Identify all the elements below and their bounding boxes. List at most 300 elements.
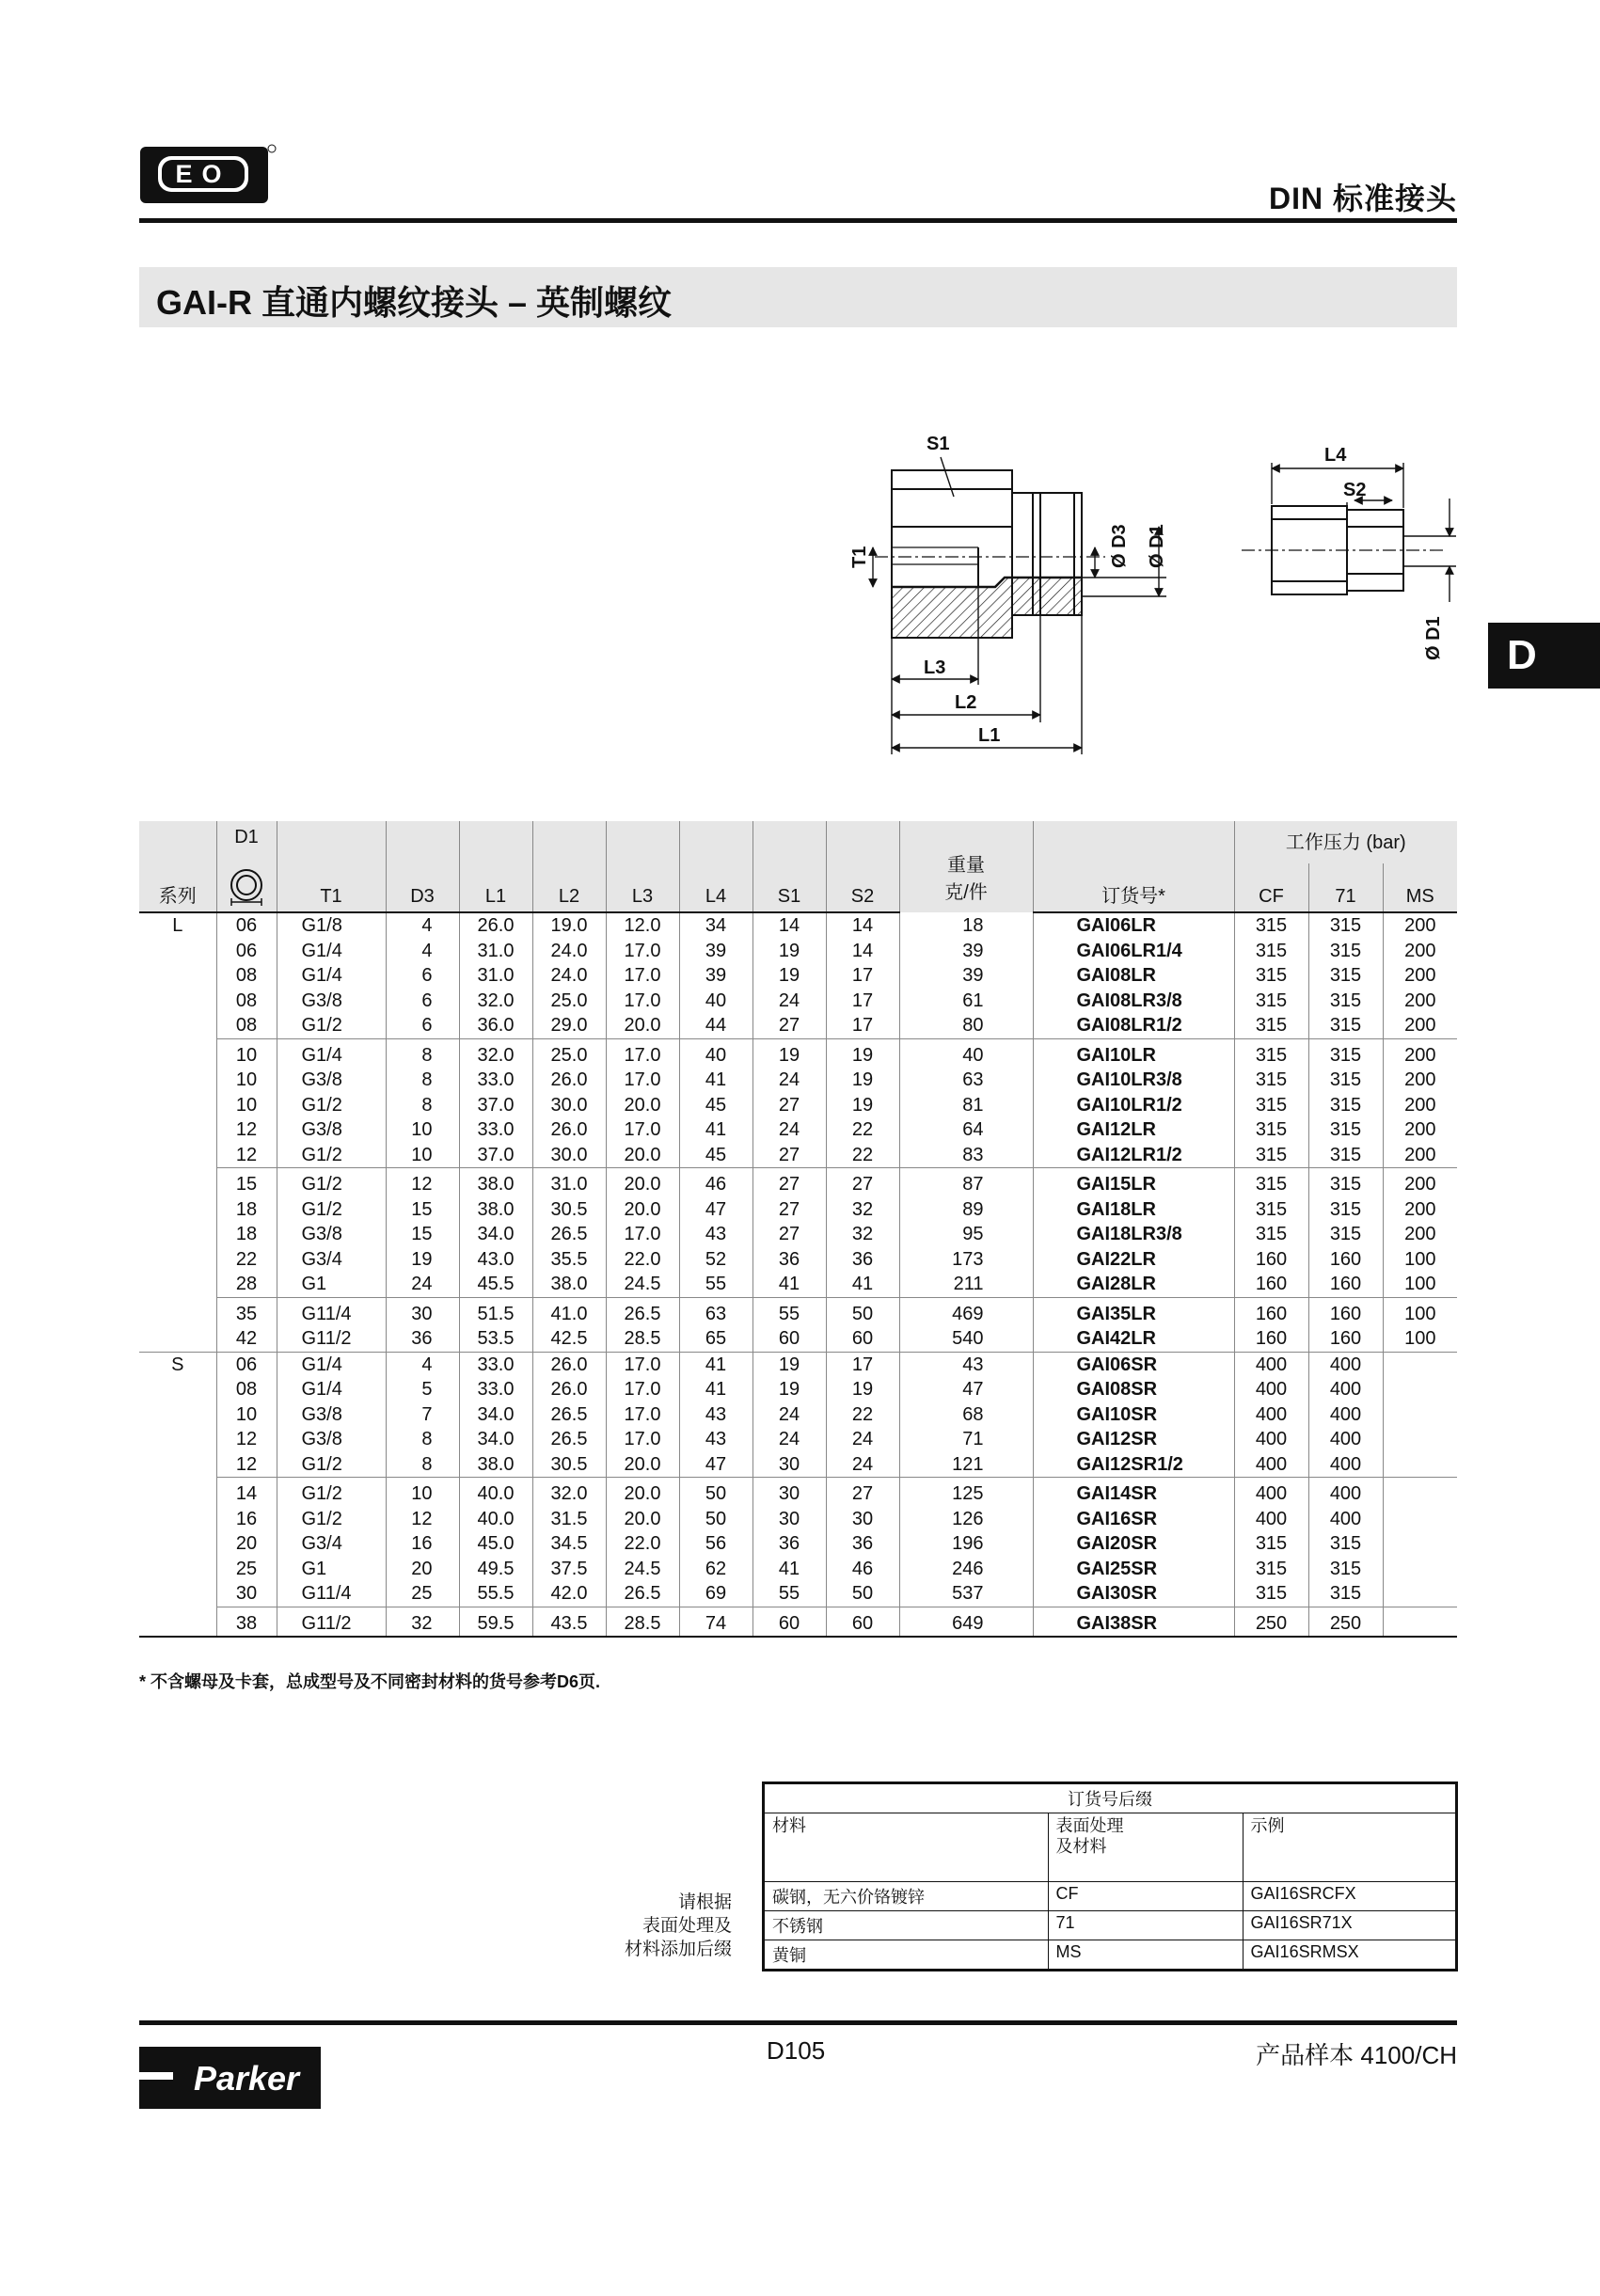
- cell-l2: 26.0: [532, 1377, 606, 1402]
- suffix-code: MS: [1048, 1940, 1243, 1971]
- header-weight-top: 重量: [947, 855, 985, 876]
- table-row: [139, 1557, 1457, 1582]
- table-row: [139, 1377, 1457, 1402]
- cell-s1: 24: [752, 1068, 826, 1093]
- cell-t1: G1/2: [277, 1452, 386, 1478]
- table-row: [139, 1143, 1457, 1168]
- cell-s1: 24: [752, 1117, 826, 1143]
- fitting-side-view: [875, 470, 1105, 638]
- cell-d3: 20: [386, 1557, 459, 1582]
- cell-l4: 55: [679, 1272, 752, 1297]
- suffix-note-line: 材料添加后缀: [624, 1940, 732, 1959]
- technical-drawing: [828, 414, 1467, 771]
- cell-s2: 27: [826, 1478, 899, 1507]
- cell-l4: 47: [679, 1452, 752, 1478]
- cell-l2: 31.0: [532, 1168, 606, 1197]
- suffix-note-line: 表面处理及: [642, 1916, 732, 1936]
- cell-pressure-71: 315: [1308, 1197, 1383, 1223]
- cell-d3: 15: [386, 1197, 459, 1223]
- cell-s2: 27: [826, 1168, 899, 1197]
- cell-d3: 6: [386, 963, 459, 989]
- cell-order-number: GAI18LR3/8: [1033, 1222, 1234, 1247]
- cell-series: [139, 1038, 216, 1068]
- cell-pressure-71: 315: [1308, 1168, 1383, 1197]
- cell-pressure-cf: 160: [1234, 1326, 1308, 1352]
- cell-l1: 40.0: [459, 1507, 532, 1532]
- cell-l2: 26.5: [532, 1427, 606, 1452]
- parker-logo-text: Parker: [193, 2059, 300, 2098]
- cell-pressure-cf: 160: [1234, 1247, 1308, 1273]
- cell-order-number: GAI20SR: [1033, 1531, 1234, 1557]
- cell-d3: 7: [386, 1402, 459, 1428]
- cell-s2: 50: [826, 1297, 899, 1326]
- cell-pressure-71: 315: [1308, 963, 1383, 989]
- cell-series: [139, 1581, 216, 1607]
- cell-pressure-71: 315: [1308, 1531, 1383, 1557]
- cell-l4: 40: [679, 989, 752, 1014]
- cell-pressure-cf: 315: [1234, 1093, 1308, 1118]
- cell-t1: G1/4: [277, 1038, 386, 1068]
- cell-order-number: GAI06LR: [1033, 912, 1234, 939]
- cell-pressure-ms: [1383, 1557, 1457, 1582]
- cell-pressure-71: 160: [1308, 1326, 1383, 1352]
- cell-order-number: GAI28LR: [1033, 1272, 1234, 1297]
- table-row: [139, 912, 1457, 939]
- cell-l4: 44: [679, 1013, 752, 1038]
- cell-pressure-cf: 315: [1234, 1557, 1308, 1582]
- cell-series: [139, 1143, 216, 1168]
- cell-pressure-71: 400: [1308, 1352, 1383, 1377]
- cell-pressure-ms: [1383, 1507, 1457, 1532]
- cell-l2: 41.0: [532, 1297, 606, 1326]
- cell-pressure-cf: 160: [1234, 1272, 1308, 1297]
- cell-pressure-ms: 200: [1383, 1038, 1457, 1068]
- catalog-reference: 产品样本 4100/CH: [1256, 2041, 1457, 2069]
- cell-pressure-71: 315: [1308, 1143, 1383, 1168]
- cell-weight: 540: [899, 1326, 1033, 1352]
- cell-pressure-cf: 250: [1234, 1607, 1308, 1637]
- cell-l1: 33.0: [459, 1352, 532, 1377]
- cell-d3: 4: [386, 939, 459, 964]
- cell-series: [139, 963, 216, 989]
- cell-s2: 14: [826, 912, 899, 939]
- header-spacer: [139, 821, 216, 863]
- cell-l1: 45.0: [459, 1531, 532, 1557]
- cell-d1: 20: [216, 1531, 277, 1557]
- cell-pressure-ms: 200: [1383, 939, 1457, 964]
- cell-order-number: GAI38SR: [1033, 1607, 1234, 1637]
- cell-pressure-ms: [1383, 1478, 1457, 1507]
- cell-pressure-cf: 160: [1234, 1297, 1308, 1326]
- cell-l1: 40.0: [459, 1478, 532, 1507]
- cell-l4: 41: [679, 1377, 752, 1402]
- cell-d1: 06: [216, 912, 277, 939]
- cell-t1: G1/4: [277, 963, 386, 989]
- cell-l1: 37.0: [459, 1093, 532, 1118]
- header-order: 订货号*: [1033, 863, 1234, 912]
- cell-pressure-cf: 400: [1234, 1507, 1308, 1532]
- cell-d1: 30: [216, 1581, 277, 1607]
- table-row: [139, 1093, 1457, 1118]
- cell-l3: 17.0: [606, 1377, 679, 1402]
- cell-s1: 19: [752, 1377, 826, 1402]
- cell-s1: 41: [752, 1272, 826, 1297]
- cell-pressure-71: 400: [1308, 1427, 1383, 1452]
- title-band: [139, 267, 1457, 327]
- table-row: [139, 1197, 1457, 1223]
- cell-d1: 12: [216, 1143, 277, 1168]
- cell-l2: 25.0: [532, 1038, 606, 1068]
- page-title: GAI-R 直通内螺纹接头 – 英制螺纹: [156, 283, 673, 322]
- cell-l3: 12.0: [606, 912, 679, 939]
- cell-l1: 34.0: [459, 1402, 532, 1428]
- cell-d3: 12: [386, 1168, 459, 1197]
- suffix-table: [762, 1781, 1458, 1971]
- table-row: [139, 1452, 1457, 1478]
- cell-pressure-cf: 315: [1234, 1581, 1308, 1607]
- cell-l1: 38.0: [459, 1452, 532, 1478]
- cell-s2: 19: [826, 1068, 899, 1093]
- cell-l1: 34.0: [459, 1427, 532, 1452]
- cell-series: [139, 1093, 216, 1118]
- cell-t1: G1/2: [277, 1093, 386, 1118]
- cell-l1: 31.0: [459, 939, 532, 964]
- table-row: [139, 989, 1457, 1014]
- header-cf: CF: [1234, 863, 1308, 912]
- cell-t1: G1/4: [277, 1352, 386, 1377]
- cell-l1: 43.0: [459, 1247, 532, 1273]
- cell-t1: G11/2: [277, 1326, 386, 1352]
- cell-pressure-71: 315: [1308, 1093, 1383, 1118]
- cell-s1: 27: [752, 1197, 826, 1223]
- cell-s1: 30: [752, 1452, 826, 1478]
- cell-t1: G11/4: [277, 1581, 386, 1607]
- label-s1: S1: [927, 434, 950, 454]
- cell-pressure-71: 315: [1308, 1038, 1383, 1068]
- cell-d1: 10: [216, 1068, 277, 1093]
- cell-d3: 5: [386, 1377, 459, 1402]
- cell-l3: 17.0: [606, 1068, 679, 1093]
- cell-s1: 55: [752, 1581, 826, 1607]
- cell-weight: 63: [899, 1068, 1033, 1093]
- cell-s1: 24: [752, 1402, 826, 1428]
- cell-l2: 24.0: [532, 963, 606, 989]
- cell-series: [139, 1197, 216, 1223]
- cell-l2: 32.0: [532, 1478, 606, 1507]
- cell-l4: 69: [679, 1581, 752, 1607]
- cell-pressure-ms: [1383, 1402, 1457, 1428]
- label-l2: L2: [955, 692, 977, 713]
- cell-t1: G1/2: [277, 1197, 386, 1223]
- cell-order-number: GAI25SR: [1033, 1557, 1234, 1582]
- cell-l2: 26.0: [532, 1117, 606, 1143]
- cell-s1: 60: [752, 1607, 826, 1637]
- cell-s2: 36: [826, 1247, 899, 1273]
- table-row: [139, 1581, 1457, 1607]
- cell-order-number: GAI12SR1/2: [1033, 1452, 1234, 1478]
- cell-order-number: GAI12SR: [1033, 1427, 1234, 1452]
- cell-l4: 39: [679, 963, 752, 989]
- cell-pressure-71: 315: [1308, 1117, 1383, 1143]
- cell-s1: 27: [752, 1143, 826, 1168]
- cell-weight: 87: [899, 1168, 1033, 1197]
- table-row: [139, 1607, 1457, 1637]
- cell-l2: 43.5: [532, 1607, 606, 1637]
- cell-t1: G3/4: [277, 1531, 386, 1557]
- header-d3: D3: [386, 863, 459, 912]
- table-row: [139, 939, 1457, 964]
- table-row: [139, 1352, 1457, 1377]
- cell-d3: 32: [386, 1607, 459, 1637]
- cell-l3: 17.0: [606, 939, 679, 964]
- cell-s2: 17: [826, 1352, 899, 1377]
- cell-d1: 12: [216, 1117, 277, 1143]
- cell-d1: 08: [216, 1013, 277, 1038]
- cell-weight: 43: [899, 1352, 1033, 1377]
- cell-l4: 46: [679, 1168, 752, 1197]
- cell-pressure-ms: 200: [1383, 1143, 1457, 1168]
- suffix-col-surface-line1: 表面处理: [1055, 1816, 1124, 1835]
- nut-view: [1242, 506, 1444, 594]
- cell-d3: 36: [386, 1326, 459, 1352]
- suffix-row: [764, 1911, 1457, 1940]
- cell-pressure-71: 160: [1308, 1272, 1383, 1297]
- cell-series: [139, 1297, 216, 1326]
- cell-s2: 19: [826, 1038, 899, 1068]
- cell-pressure-71: 400: [1308, 1478, 1383, 1507]
- table-row: [139, 1272, 1457, 1297]
- cell-l2: 34.5: [532, 1531, 606, 1557]
- spec-table: [139, 821, 1457, 1638]
- label-d1: Ø D1: [1147, 524, 1167, 568]
- cell-l4: 50: [679, 1507, 752, 1532]
- cell-t1: G1/2: [277, 1507, 386, 1532]
- cell-l1: 36.0: [459, 1013, 532, 1038]
- cell-pressure-71: 315: [1308, 912, 1383, 939]
- suffix-note-line: 请根据: [677, 1892, 732, 1912]
- cell-series: [139, 1168, 216, 1197]
- cell-weight: 211: [899, 1272, 1033, 1297]
- cell-d1: 38: [216, 1607, 277, 1637]
- cell-pressure-71: 315: [1308, 989, 1383, 1014]
- cell-weight: 39: [899, 963, 1033, 989]
- cell-t1: G11/4: [277, 1297, 386, 1326]
- cell-order-number: GAI08LR3/8: [1033, 989, 1234, 1014]
- cell-s1: 30: [752, 1478, 826, 1507]
- cell-l4: 63: [679, 1297, 752, 1326]
- table-row: [139, 1117, 1457, 1143]
- suffix-col-surface: [1048, 1813, 1243, 1882]
- cell-d1: 15: [216, 1168, 277, 1197]
- cell-order-number: GAI30SR: [1033, 1581, 1234, 1607]
- cell-s1: 24: [752, 1427, 826, 1452]
- cell-pressure-ms: [1383, 1452, 1457, 1478]
- table-row: [139, 1326, 1457, 1352]
- cell-weight: 68: [899, 1402, 1033, 1428]
- cell-s1: 19: [752, 1038, 826, 1068]
- header-s2: S2: [826, 863, 899, 912]
- cell-s2: 24: [826, 1452, 899, 1478]
- table-row: [139, 1013, 1457, 1038]
- cell-d1: 18: [216, 1197, 277, 1223]
- cell-l1: 59.5: [459, 1607, 532, 1637]
- cell-s2: 24: [826, 1427, 899, 1452]
- cell-l4: 62: [679, 1557, 752, 1582]
- cell-s2: 22: [826, 1117, 899, 1143]
- cell-pressure-cf: 400: [1234, 1377, 1308, 1402]
- cell-series: S: [139, 1352, 216, 1377]
- cell-l4: 65: [679, 1326, 752, 1352]
- cell-d1: 08: [216, 989, 277, 1014]
- cell-pressure-cf: 315: [1234, 1197, 1308, 1223]
- cell-l3: 20.0: [606, 1507, 679, 1532]
- section-title: DIN 标准接头: [1268, 182, 1457, 215]
- cell-s2: 60: [826, 1326, 899, 1352]
- cell-pressure-ms: 100: [1383, 1247, 1457, 1273]
- cell-pressure-ms: 100: [1383, 1272, 1457, 1297]
- cell-l3: 17.0: [606, 963, 679, 989]
- header-weight: [899, 821, 1033, 912]
- suffix-col-example: 示例: [1243, 1813, 1456, 1882]
- cell-weight: 61: [899, 989, 1033, 1014]
- cell-pressure-ms: 200: [1383, 1093, 1457, 1118]
- cell-series: [139, 1247, 216, 1273]
- table-row: [139, 1247, 1457, 1273]
- cell-weight: 196: [899, 1531, 1033, 1557]
- header-l3: L3: [606, 863, 679, 912]
- cell-d3: 10: [386, 1478, 459, 1507]
- cell-l3: 20.0: [606, 1197, 679, 1223]
- cell-t1: G1/4: [277, 939, 386, 964]
- cell-pressure-ms: 200: [1383, 1068, 1457, 1093]
- cell-t1: G3/8: [277, 1117, 386, 1143]
- cell-l3: 26.5: [606, 1581, 679, 1607]
- cell-d3: 25: [386, 1581, 459, 1607]
- cell-order-number: GAI08SR: [1033, 1377, 1234, 1402]
- section-tab-d[interactable]: D: [1488, 623, 1600, 689]
- cell-pressure-ms: 100: [1383, 1326, 1457, 1352]
- suffix-example: GAI16SR71X: [1243, 1911, 1456, 1940]
- cell-s1: 19: [752, 1352, 826, 1377]
- cell-weight: 246: [899, 1557, 1033, 1582]
- cell-l1: 53.5: [459, 1326, 532, 1352]
- cell-pressure-cf: 400: [1234, 1452, 1308, 1478]
- cell-pressure-71: 160: [1308, 1297, 1383, 1326]
- cell-l2: 30.5: [532, 1197, 606, 1223]
- cell-l1: 32.0: [459, 1038, 532, 1068]
- cell-order-number: GAI12LR: [1033, 1117, 1234, 1143]
- cell-l2: 38.0: [532, 1272, 606, 1297]
- header-s1: S1: [752, 863, 826, 912]
- cell-order-number: GAI10LR: [1033, 1038, 1234, 1068]
- cell-d3: 16: [386, 1531, 459, 1557]
- cell-s2: 46: [826, 1557, 899, 1582]
- cell-series: [139, 1117, 216, 1143]
- cell-l2: 26.5: [532, 1402, 606, 1428]
- suffix-material: 碳钢，无六价铬镀锌: [764, 1882, 1049, 1911]
- cell-l3: 20.0: [606, 1478, 679, 1507]
- cell-l1: 33.0: [459, 1117, 532, 1143]
- table-row: [139, 1531, 1457, 1557]
- table-row: [139, 1068, 1457, 1093]
- header-l2: L2: [532, 863, 606, 912]
- cell-series: [139, 1478, 216, 1507]
- cell-pressure-71: 400: [1308, 1377, 1383, 1402]
- cell-series: [139, 1531, 216, 1557]
- header-weight-bottom: 克/件: [944, 882, 988, 903]
- cell-s2: 17: [826, 1013, 899, 1038]
- cell-weight: 40: [899, 1038, 1033, 1068]
- cell-l3: 22.0: [606, 1531, 679, 1557]
- cell-weight: 81: [899, 1093, 1033, 1118]
- cell-d1: 12: [216, 1452, 277, 1478]
- cell-weight: 64: [899, 1117, 1033, 1143]
- cell-pressure-ms: [1383, 1377, 1457, 1402]
- cell-l4: 56: [679, 1531, 752, 1557]
- cell-d3: 8: [386, 1093, 459, 1118]
- label-l1: L1: [978, 725, 1001, 746]
- cell-s2: 14: [826, 939, 899, 964]
- cell-d1: 06: [216, 1352, 277, 1377]
- cell-s2: 22: [826, 1143, 899, 1168]
- cell-d1: 28: [216, 1272, 277, 1297]
- cell-s2: 36: [826, 1531, 899, 1557]
- cell-pressure-ms: 200: [1383, 989, 1457, 1014]
- cell-d3: 8: [386, 1427, 459, 1452]
- cell-order-number: GAI10LR1/2: [1033, 1093, 1234, 1118]
- cell-pressure-cf: 315: [1234, 912, 1308, 939]
- cell-series: [139, 1507, 216, 1532]
- cell-pressure-71: 400: [1308, 1452, 1383, 1478]
- cell-l2: 30.5: [532, 1452, 606, 1478]
- cell-pressure-ms: [1383, 1581, 1457, 1607]
- cell-series: [139, 1607, 216, 1637]
- footnote: * 不含螺母及卡套，总成型号及不同密封材料的货号参考D6页.: [139, 1672, 601, 1691]
- cell-d1: 10: [216, 1402, 277, 1428]
- cell-d1: 06: [216, 939, 277, 964]
- cell-order-number: GAI10SR: [1033, 1402, 1234, 1428]
- cell-l1: 37.0: [459, 1143, 532, 1168]
- cell-pressure-71: 400: [1308, 1402, 1383, 1428]
- cell-weight: 126: [899, 1507, 1033, 1532]
- cell-t1: G11/2: [277, 1607, 386, 1637]
- cell-series: [139, 1557, 216, 1582]
- cell-pressure-cf: 400: [1234, 1478, 1308, 1507]
- cell-d3: 4: [386, 1352, 459, 1377]
- suffix-material: 不锈钢: [764, 1911, 1049, 1940]
- cell-pressure-cf: 400: [1234, 1352, 1308, 1377]
- cell-series: [139, 939, 216, 964]
- cell-pressure-cf: 315: [1234, 1168, 1308, 1197]
- cell-order-number: GAI08LR: [1033, 963, 1234, 989]
- cell-l4: 43: [679, 1402, 752, 1428]
- table-row: [139, 1038, 1457, 1068]
- cell-d1: 35: [216, 1297, 277, 1326]
- cell-s2: 19: [826, 1093, 899, 1118]
- cell-l4: 45: [679, 1093, 752, 1118]
- cell-order-number: GAI06LR1/4: [1033, 939, 1234, 964]
- cell-s1: 14: [752, 912, 826, 939]
- cell-order-number: GAI12LR1/2: [1033, 1143, 1234, 1168]
- header-rule: [139, 218, 1457, 223]
- cell-series: L: [172, 915, 183, 937]
- cell-series: [139, 1272, 216, 1297]
- cell-l3: 20.0: [606, 1168, 679, 1197]
- suffix-caption: 订货号后缀: [764, 1783, 1457, 1813]
- cell-s1: 19: [752, 963, 826, 989]
- table-row: [139, 1168, 1457, 1197]
- cell-weight: 173: [899, 1247, 1033, 1273]
